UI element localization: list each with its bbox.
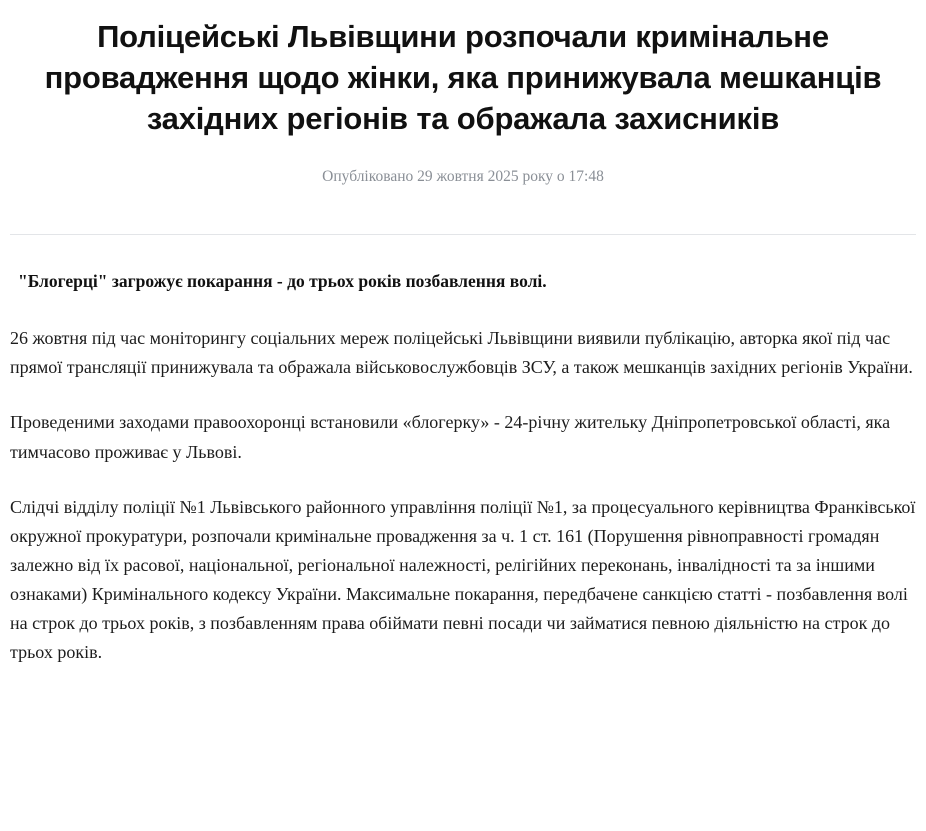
article-lede: "Блогерці" загрожує покарання - до трьох років позбавлення волі. [18,270,547,291]
article-paragraph: 26 жовтня під час моніторингу соціальних мереж поліцейські Львівщини виявили публікацію, авторка якої під час прямої трансляції принижувала та ображала військовослужбовців ЗСУ, а також мешканців західних регіонів України. [10,328,913,378]
article-paragraph: Слідчі відділу поліції №1 Львівського районного управління поліції №1, за процесуального керівництва Франківської окружної прокуратури, розпочали кримінальне провадження за ч. 1 ст. 161 (Порушення рівноправності громадян залежно від їх расової, національної, регіональної належності, релігійних переконань, інвалідності та за іншими ознаками) Кримінального кодексу України. Максимальне покарання, передбачене санкцією статті - позбавлення волі на строк до трьох років, з позбавленням права обіймати певні посади чи займатися певною діяльністю на строк до трьох років. [10,496,916,663]
page-title: Поліцейські Львівщини розпочали кримінальне провадження щодо жінки, яка принижувала мешканців західних регіонів та ображала захисників [44,19,882,137]
article-body [0,235,926,668]
article-paragraph: Проведеними заходами правоохоронці встановили «блогерку» - 24-річну жительку Дніпропетровської області, яка тимчасово проживає у Львові. [10,412,891,462]
publish-timestamp: Опубліковано 29 жовтня 2025 року о 17:48 [322,167,604,185]
